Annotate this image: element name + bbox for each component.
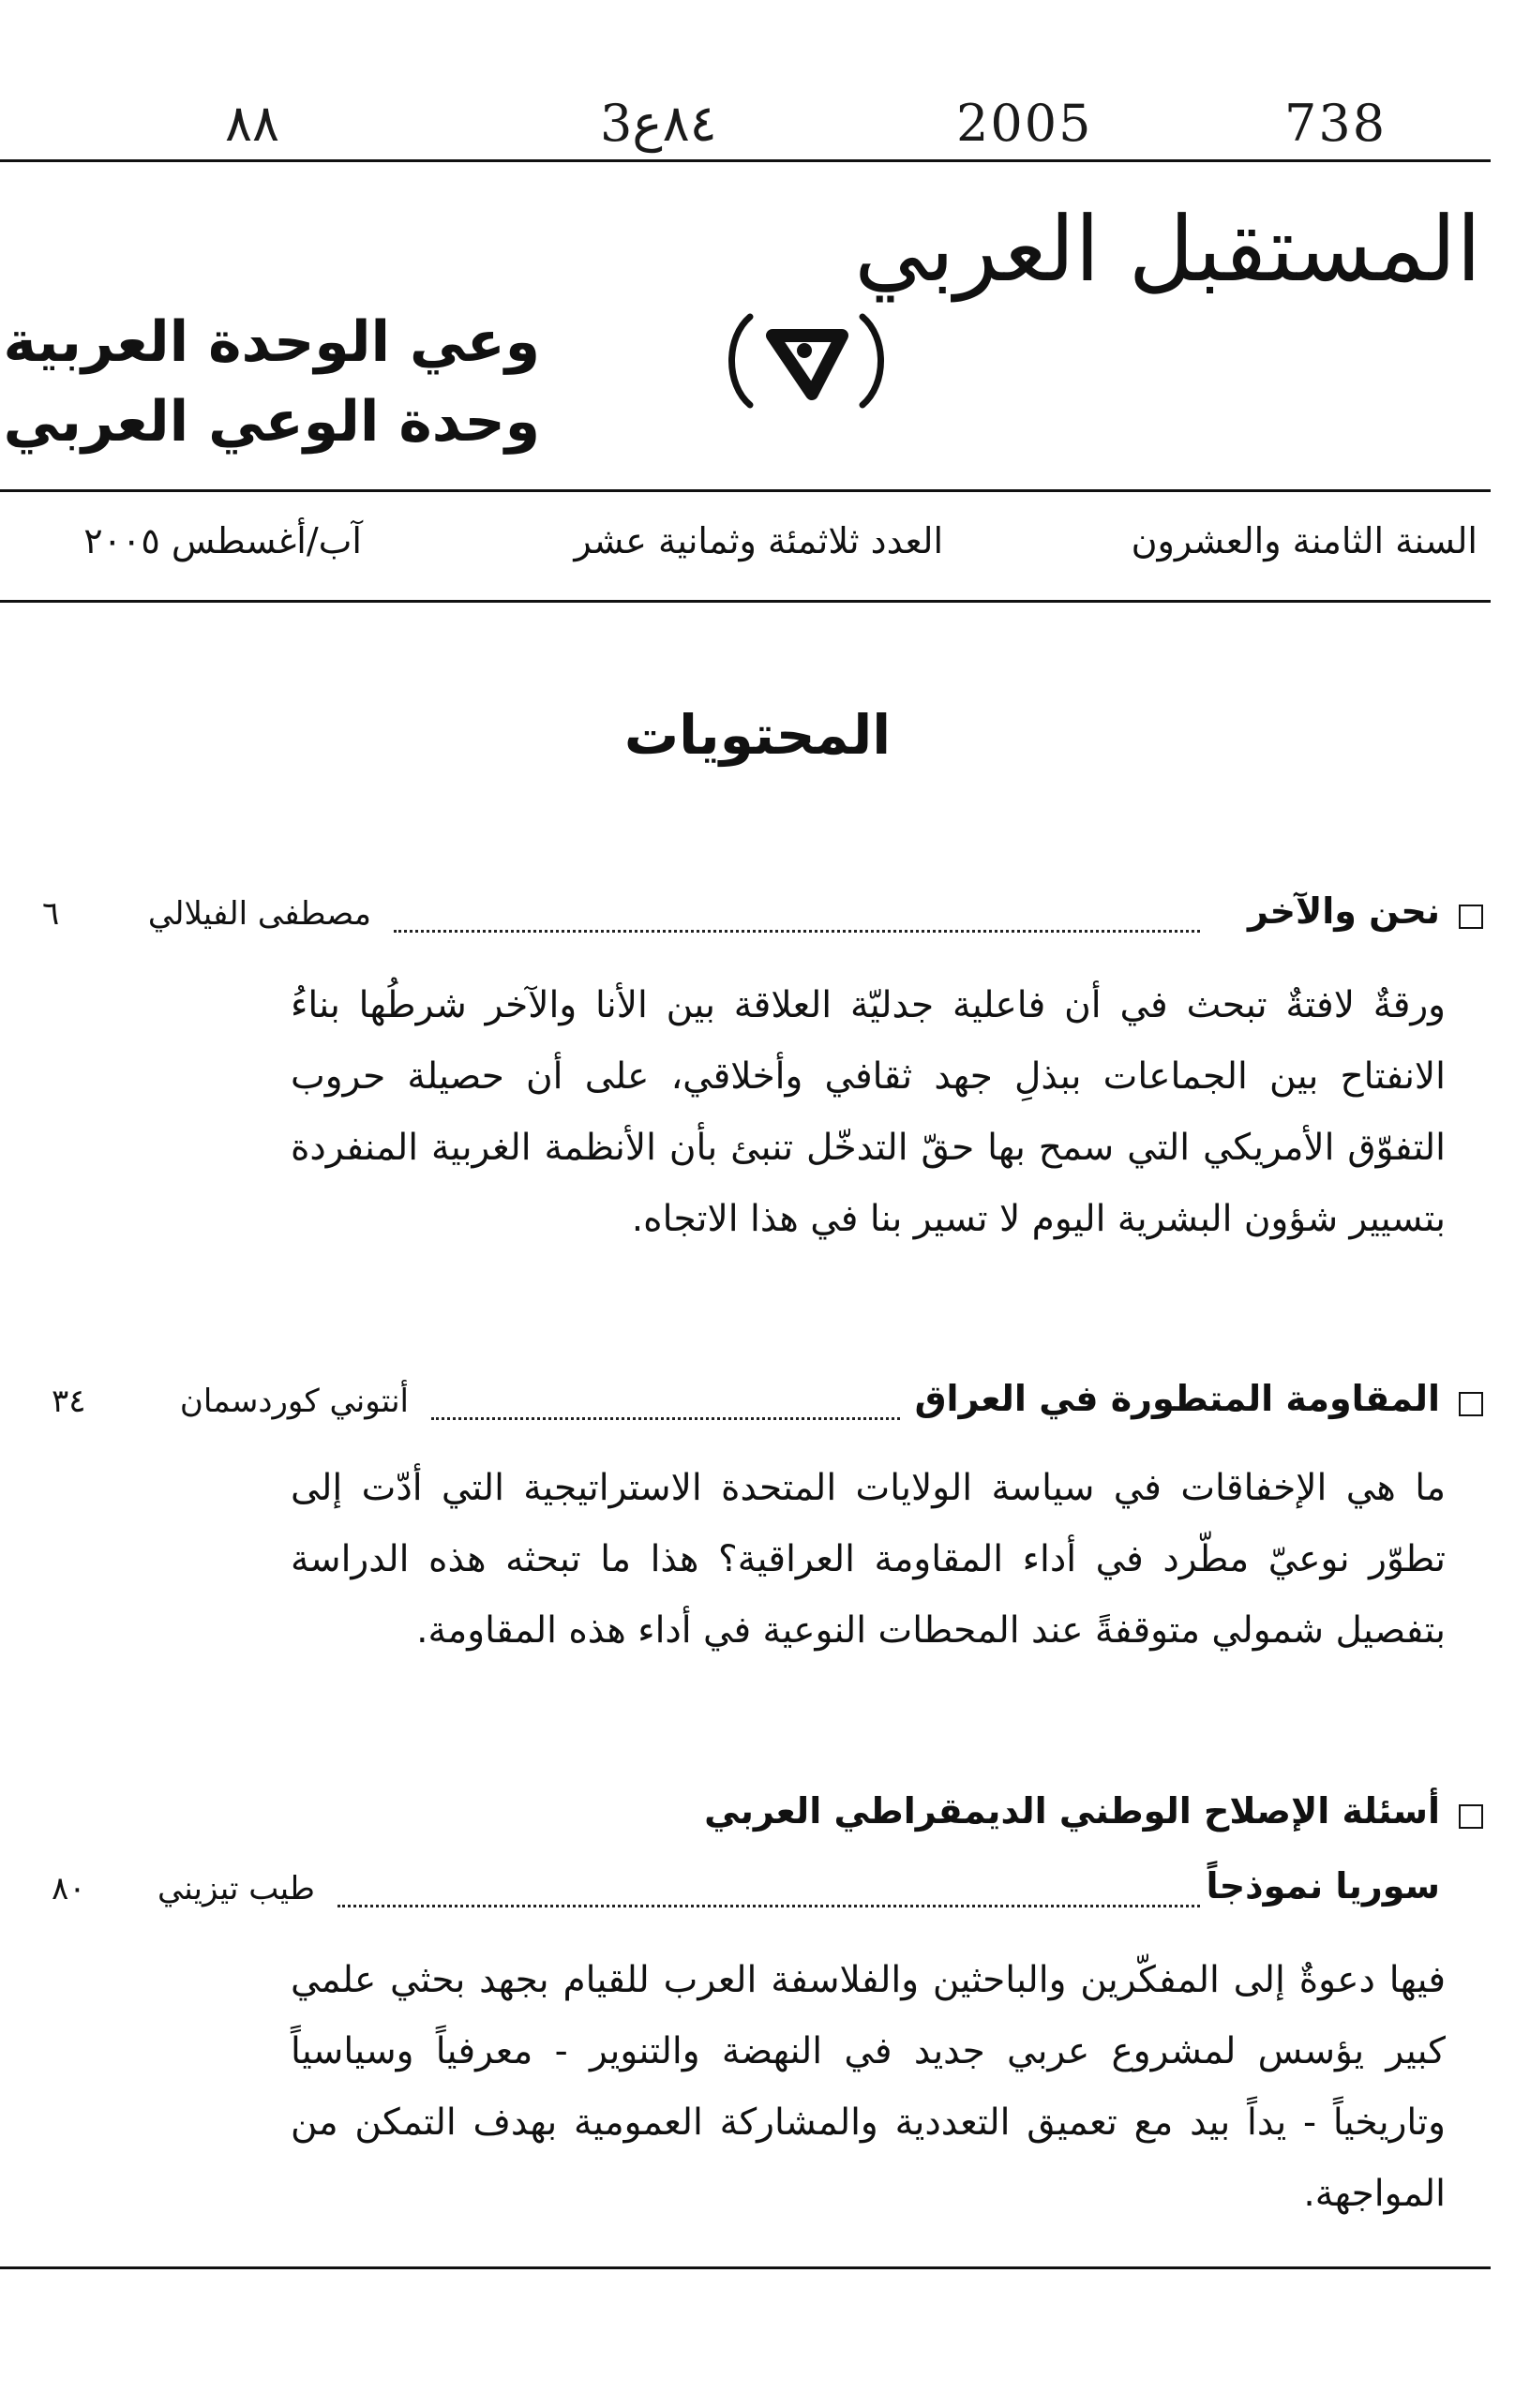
entry-subtitle[interactable]: سوريا نموذجاً xyxy=(1206,1865,1440,1907)
leader-dots xyxy=(394,930,1200,933)
entry-title[interactable]: أسئلة الإصلاح الوطني الديمقراطي العربي xyxy=(704,1790,1440,1832)
entry-summary: فيها دعوةٌ إلى المفكّرين والباحثين والفلاسفة العرب للقيام بجهد بحثي علمي كبير يؤسس لمشروع عربي جديد في النهضة والتنوير - معرفياً وسياسياً وتاريخياً - يداً بيد مع تعميق التعددية والمشاركة العمومية بهدف التمكن من المواجهة. xyxy=(291,1959,1446,2215)
contents-title: المحتويات xyxy=(623,703,892,767)
emblem-icon xyxy=(722,291,891,431)
magazine-logo: المستقبل العربي xyxy=(854,197,1481,302)
entry-title[interactable]: المقاومة المتطورة في العراق xyxy=(914,1378,1440,1419)
slogan-line-2: وحدة الوعي العربي xyxy=(3,389,540,455)
bottom-rule xyxy=(0,2266,1491,2269)
issue-band-top-rule xyxy=(0,489,1491,492)
issue-band-bottom-rule xyxy=(0,600,1491,603)
entry-title[interactable]: نحن والآخر xyxy=(1247,890,1440,932)
top-rule xyxy=(0,159,1491,162)
handwritten-code-c: 738 xyxy=(1284,94,1388,153)
checkbox-icon xyxy=(1459,1392,1483,1416)
leader-dots xyxy=(338,1905,1200,1907)
slogan-line-1: وعي الوحدة العربية xyxy=(3,309,540,375)
entry-summary: ورقةٌ لافتةٌ تبحث في أن فاعلية جدليّة العلاقة بين الأنا والآخر شرطُها بناءُ الانفتاح بين الجماعات ببذلِ جهد ثقافي وأخلاقي، على أن حصيلة حروب التفوّق الأمريكي التي سمح بها حقّ التدخّل تنبئ بأن الأنظمة الغربية المنفردة بتسيير شؤون البشرية اليوم لا تسير بنا في هذا الاتجاه. xyxy=(291,984,1446,1240)
entry-author: مصطفى الفيلالي xyxy=(147,895,371,933)
entry-page-number: ٨٠ xyxy=(52,1870,86,1907)
entry-summary: ما هي الإخفاقات في سياسة الولايات المتحدة الاستراتيجية التي أدّت إلى تطوّر نوعيّ مطّرد في أداء المقاومة العراقية؟ هذا ما تبحثه هذه الدراسة بتفصيل شمولي متوقفةً عند المحطات النوعية في أداء هذه المقاومة. xyxy=(291,1467,1446,1652)
handwritten-code-b: 3٨٤ع xyxy=(600,94,717,153)
issue-number: العدد ثلاثمئة وثمانية عشر xyxy=(574,520,943,561)
entry-author: طيب تيزيني xyxy=(157,1870,315,1907)
issue-year: السنة الثامنة والعشرون xyxy=(1131,520,1478,561)
issue-date: آب/أغسطس ٢٠٠٥ xyxy=(83,520,362,561)
handwritten-code-a: ٨٨ xyxy=(225,94,280,153)
entry-page-number: ٣٤ xyxy=(52,1383,86,1420)
checkbox-icon xyxy=(1459,905,1483,929)
entry-author: أنتوني كوردسمان xyxy=(179,1383,409,1420)
checkbox-icon xyxy=(1459,1804,1483,1829)
leader-dots xyxy=(431,1417,900,1420)
entry-page-number: ٦ xyxy=(42,895,60,933)
handwritten-year: 2005 xyxy=(956,94,1093,153)
